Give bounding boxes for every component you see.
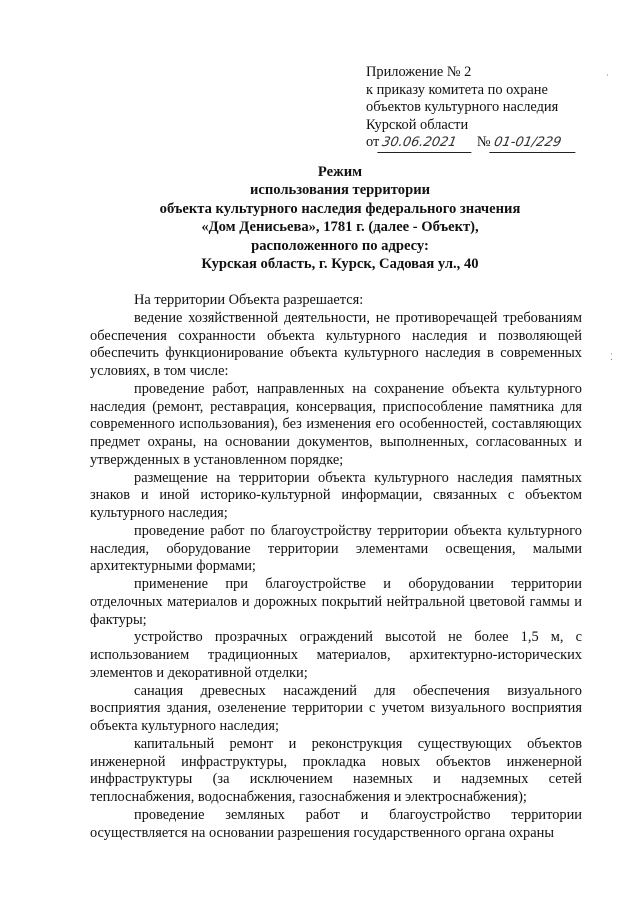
title-line-5: расположенного по адресу: [251,237,429,254]
body-paragraph: устройство прозрачных ограждений высотой не более 1,5 м, с использованием традиционных материалов, архитектурно-исторических элементов и декоративной отделки; [90,629,582,681]
handwritten-number: 01-01/229 [489,134,578,153]
title-line-4: «Дом Денисьева», 1781 г. (далее - Объект), [201,219,479,236]
body-intro: На территории Объекта разрешается: [134,292,364,308]
scan-speck: ⁚ [610,352,613,362]
title-line-6: Курская область, г. Курск, Садовая ул., 40 [201,256,479,273]
date-prefix: от [366,134,380,151]
body-paragraph: проведение земляных работ и благоустройство территории осуществляется на основании разрешения государственного органа охраны [90,806,582,841]
body-paragraph: проведение работ по благоустройству территории объекта культурного наследия, оборудование территории элементами освещения, малыми архитектурными формами; [90,522,582,575]
scan-speck: · [606,70,609,80]
appendix-block [366,64,616,153]
document-body [90,292,582,842]
body-paragraph: санация древесных насаждений для обеспечения визуального восприятия здания, озеленение территории с учетом визуального восприятия объекта культурного наследия; [90,682,582,734]
appendix-line-4: Курской области [366,116,469,133]
body-paragraph: размещение на территории объекта культурного наследия памятных знаков и иной историко-культурной информации, связанных с объектом культурного наследия; [90,469,582,521]
title-line-2: использования территории [249,182,431,199]
body-paragraph: проведение работ, направленных на сохранение объекта культурного наследия (ремонт, реставрация, консервация, приспособление памятника для современного использования), без изменения его особенностей, составляющих предмет охраны, на основании документов, выполненных, согласованных и утвержденных в установленном порядке; [90,380,582,468]
number-prefix: № [476,134,491,151]
appendix-line-2: к приказу комитета по охране [366,81,548,98]
body-paragraph: ведение хозяйственной деятельности, не противоречащей требованиям обеспечения сохранности объекта культурного наследия и позволяющей обеспечить функционирование объекта культурного наследия в современных условиях, в том числе: [90,309,582,379]
appendix-line-1: Приложение № 2 [366,64,472,80]
appendix-order-line [366,134,616,153]
appendix-line-3: объектов культурного наследия [366,99,559,116]
handwritten-date: 30.06.2021 [378,134,475,153]
document-title [90,163,590,273]
body-paragraph: применение при благоустройстве и оборудовании территории отделочных материалов и дорожных покрытий нейтральной цветовой гаммы и фактуры; [90,576,582,628]
body-paragraph: капитальный ремонт и реконструкция существующих объектов инженерной инфраструктуры, прокладка новых объектов инженерной инфраструктуры (за исключением наземных и надземных сетей теплоснабжения, водоснабжения, газоснабжения и электроснабжения); [90,735,582,805]
title-line-3: объекта культурного наследия федерального значения [159,200,521,217]
title-line-1: Режим [317,164,363,180]
